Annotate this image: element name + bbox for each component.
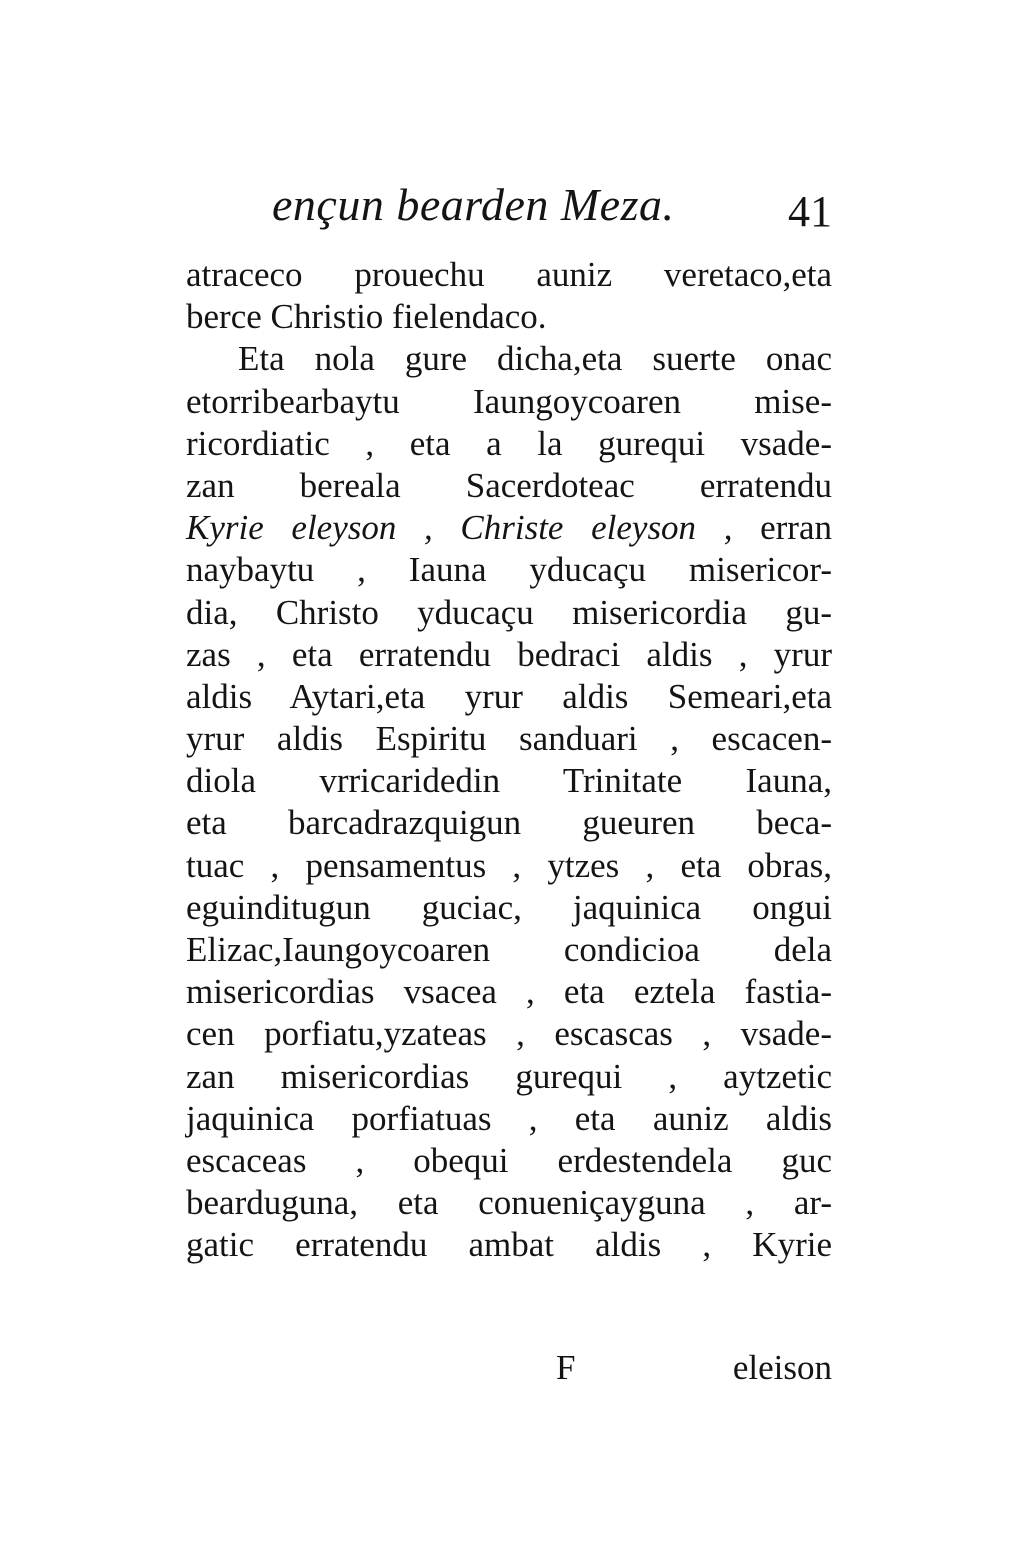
text-line: escaceas , obequi erdestendela guc [186,1140,832,1180]
signature-mark: F [556,1348,576,1387]
text-line: zas , eta erratendu bedraci aldis , yrur [186,634,832,674]
text-line: eguinditugun guciac, jaquinica ongui [186,887,832,927]
text-line: atraceco prouechu auniz veretaco,eta [186,255,832,294]
text-line: dia, Christo yducaçu misericordia gu- [186,592,832,632]
page-footer [556,1348,832,1392]
catchword: eleison [732,1348,832,1387]
latin-phrase: Kyrie eleyson , Christe eleyson , [186,508,733,548]
line-continuation: erran [732,508,832,548]
text-line: aldis Aytari,eta yrur aldis Semeari,eta [186,676,832,716]
body-text [186,254,832,1267]
text-line: misericordias vsacea , eta eztela fastia- [186,972,832,1012]
text-line: gatic erratendu ambat aldis , Kyrie [186,1225,832,1265]
text-line [186,507,832,549]
text-line: tuac , pensamentus , ytzes , eta obras, [186,845,832,885]
text-line: diola vrricaridedin Trinitate Iauna, [186,761,832,801]
text-line: cen porfiatu,yzateas , escascas , vsade- [186,1014,832,1054]
text-line: berce Christio fielendaco. [186,297,547,337]
text-line: eta barcadrazquigun gueuren beca- [186,803,832,843]
text-line: jaquinica porfiatuas , eta auniz aldis [186,1098,832,1138]
text-line: ricordiatic , eta a la gurequi vsade- [186,423,832,463]
text-line: Elizac,Iaungoycoaren condicioa dela [186,930,832,969]
text-line: bearduguna, eta conueniçayguna , ar- [186,1183,832,1223]
text-line: naybaytu , Iauna yducaçu misericor- [186,550,832,590]
text-line: Eta nola gure dicha,eta suerte onac [238,339,832,379]
text-line: etorribearbaytu Iaungoycoaren mise- [186,381,832,421]
running-title: ençun bearden Meza. [272,179,675,230]
page-number: 41 [788,187,832,236]
text-line: zan bereala Sacerdoteac erratendu [186,465,832,505]
running-head [272,178,832,248]
text-line: zan misericordias gurequi , aytzetic [186,1056,832,1096]
text-line: yrur aldis Espiritu sanduari , escacen- [186,719,832,759]
